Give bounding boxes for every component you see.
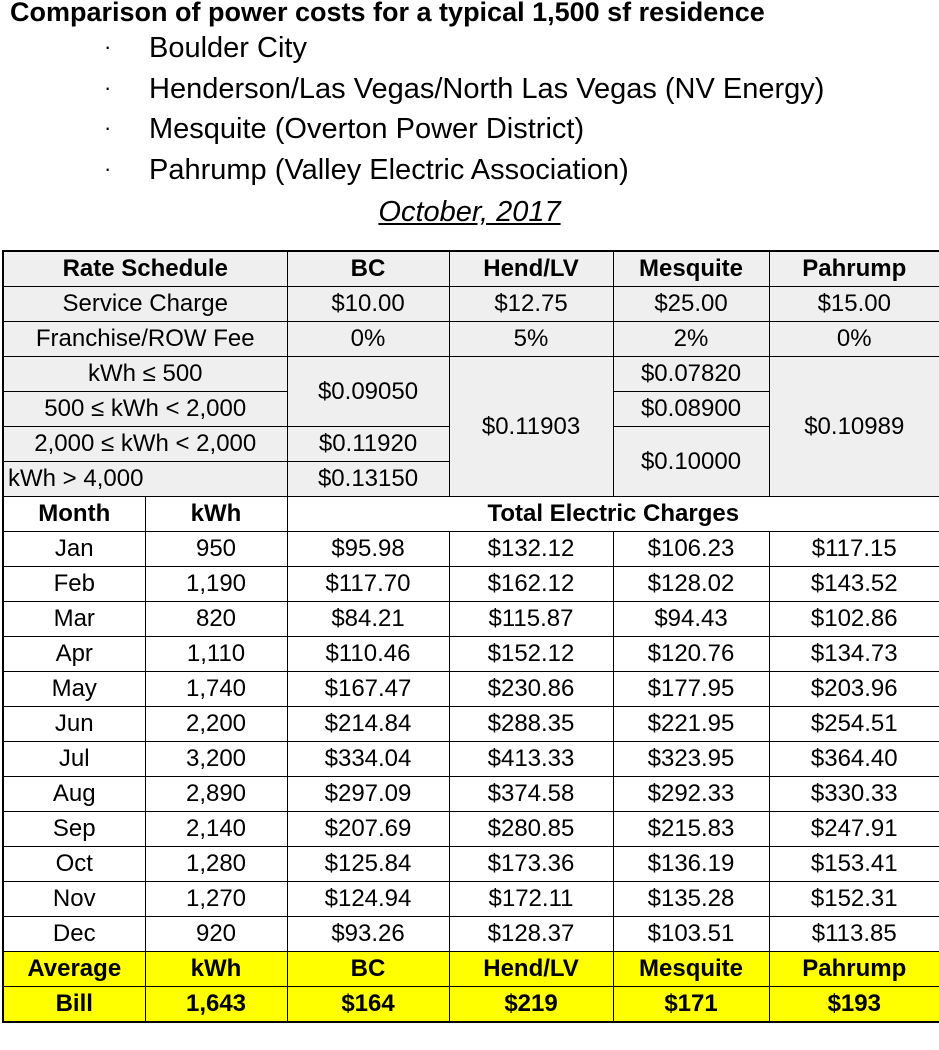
- pahrump-header: Pahrump: [769, 251, 939, 287]
- hend-flat-rate: $0.11903: [449, 357, 613, 497]
- table-row: [3, 637, 939, 672]
- month-cell: Oct: [3, 847, 145, 882]
- report-date: October, 2017: [378, 196, 561, 228]
- table-row: [3, 812, 939, 847]
- total-charges-header: Total Electric Charges: [287, 497, 939, 532]
- pahrump-cell: $113.85: [769, 917, 939, 952]
- power-cost-table: [2, 250, 939, 1023]
- mesquite-header: Mesquite: [613, 251, 769, 287]
- franchise-fee-bc: 0%: [287, 322, 449, 357]
- service-charge-row: [3, 287, 939, 322]
- franchise-fee-label: Franchise/ROW Fee: [3, 322, 287, 357]
- table-row: [3, 602, 939, 637]
- pahrump-cell: $143.52: [769, 567, 939, 602]
- pahrump-cell: $203.96: [769, 672, 939, 707]
- mesquite-tier-2-rate: $0.08900: [613, 392, 769, 427]
- mesquite-cell: $215.83: [613, 812, 769, 847]
- mesquite-cell: $136.19: [613, 847, 769, 882]
- average-hend-value: $219: [449, 987, 613, 1023]
- rate-header-row: [3, 251, 939, 287]
- bc-cell: $167.47: [287, 672, 449, 707]
- pahrump-cell: $330.33: [769, 777, 939, 812]
- bc-cell: $110.46: [287, 637, 449, 672]
- mesquite-cell: $177.95: [613, 672, 769, 707]
- bc-cell: $214.84: [287, 707, 449, 742]
- table-row: [3, 847, 939, 882]
- utility-name: Pahrump (Valley Electric Association): [149, 154, 629, 186]
- month-cell: May: [3, 672, 145, 707]
- table-row: [3, 567, 939, 602]
- service-charge-mesquite: $25.00: [613, 287, 769, 322]
- bill-label: Bill: [3, 987, 145, 1023]
- pahrump-cell: $364.40: [769, 742, 939, 777]
- pahrump-cell: $247.91: [769, 812, 939, 847]
- hend-cell: $132.12: [449, 532, 613, 567]
- hend-cell: $374.58: [449, 777, 613, 812]
- bc-cell: $334.04: [287, 742, 449, 777]
- kwh-cell: 2,140: [145, 812, 287, 847]
- month-cell: Feb: [3, 567, 145, 602]
- average-kwh-value: 1,643: [145, 987, 287, 1023]
- utility-name: Boulder City: [149, 32, 307, 64]
- bc-cell: $93.26: [287, 917, 449, 952]
- pahrump-cell: $152.31: [769, 882, 939, 917]
- tier-3-label: 2,000 ≤ kWh < 2,000: [3, 427, 287, 462]
- mesquite-cell: $323.95: [613, 742, 769, 777]
- kwh-cell: 950: [145, 532, 287, 567]
- list-item: [0, 113, 939, 153]
- month-cell: Jan: [3, 532, 145, 567]
- table-row: [3, 672, 939, 707]
- bc-cell: $95.98: [287, 532, 449, 567]
- franchise-fee-row: [3, 322, 939, 357]
- table-row: [3, 707, 939, 742]
- mesquite-cell: $135.28: [613, 882, 769, 917]
- franchise-fee-mesquite: 2%: [613, 322, 769, 357]
- kwh-cell: 920: [145, 917, 287, 952]
- average-mesquite-value: $171: [613, 987, 769, 1023]
- hend-cell: $128.37: [449, 917, 613, 952]
- bc-tier-3-rate: $0.11920: [287, 427, 449, 462]
- month-cell: Jun: [3, 707, 145, 742]
- rate-schedule-header: Rate Schedule: [3, 251, 287, 287]
- month-cell: Dec: [3, 917, 145, 952]
- hend-cell: $230.86: [449, 672, 613, 707]
- hend-cell: $280.85: [449, 812, 613, 847]
- average-pahrump-value: $193: [769, 987, 939, 1023]
- tier-4-label: kWh > 4,000: [3, 462, 287, 497]
- month-cell: Jul: [3, 742, 145, 777]
- hend-cell: $162.12: [449, 567, 613, 602]
- kwh-cell: 1,110: [145, 637, 287, 672]
- month-header: Month: [3, 497, 145, 532]
- kwh-cell: 3,200: [145, 742, 287, 777]
- kwh-cell: 1,270: [145, 882, 287, 917]
- kwh-cell: 1,190: [145, 567, 287, 602]
- bc-cell: $125.84: [287, 847, 449, 882]
- mesquite-cell: $128.02: [613, 567, 769, 602]
- bc-cell: $117.70: [287, 567, 449, 602]
- mesquite-cell: $94.43: [613, 602, 769, 637]
- bc-cell: $297.09: [287, 777, 449, 812]
- bc-cell: $124.94: [287, 882, 449, 917]
- service-charge-bc: $10.00: [287, 287, 449, 322]
- bc-tier-4-rate: $0.13150: [287, 462, 449, 497]
- table-row: [3, 777, 939, 812]
- utility-name: Mesquite (Overton Power District): [149, 113, 585, 145]
- average-mesquite-header: Mesquite: [613, 952, 769, 987]
- hend-cell: $172.11: [449, 882, 613, 917]
- bullet-marker: ·: [104, 115, 112, 140]
- mesquite-tier-3-4-rate: $0.10000: [613, 427, 769, 497]
- month-cell: Mar: [3, 602, 145, 637]
- mesquite-cell: $120.76: [613, 637, 769, 672]
- month-cell: Apr: [3, 637, 145, 672]
- average-hend-header: Hend/LV: [449, 952, 613, 987]
- franchise-fee-hend: 5%: [449, 322, 613, 357]
- average-header-row: [3, 952, 939, 987]
- pahrump-cell: $134.73: [769, 637, 939, 672]
- franchise-fee-pahrump: 0%: [769, 322, 939, 357]
- kwh-cell: 1,740: [145, 672, 287, 707]
- bullet-marker: ·: [104, 156, 112, 181]
- month-cell: Aug: [3, 777, 145, 812]
- pahrump-cell: $254.51: [769, 707, 939, 742]
- table-row: [3, 882, 939, 917]
- kwh-cell: 2,890: [145, 777, 287, 812]
- average-bc-header: BC: [287, 952, 449, 987]
- tier-2-label: 500 ≤ kWh < 2,000: [3, 392, 287, 427]
- average-bill-row: [3, 987, 939, 1023]
- bc-header: BC: [287, 251, 449, 287]
- service-charge-pahrump: $15.00: [769, 287, 939, 322]
- pahrump-cell: $117.15: [769, 532, 939, 567]
- kwh-cell: 820: [145, 602, 287, 637]
- average-kwh-header: kWh: [145, 952, 287, 987]
- table-row: [3, 917, 939, 952]
- month-cell: Nov: [3, 882, 145, 917]
- mesquite-tier-1-rate: $0.07820: [613, 357, 769, 392]
- bullet-marker: ·: [104, 34, 112, 59]
- mesquite-cell: $106.23: [613, 532, 769, 567]
- mesquite-cell: $221.95: [613, 707, 769, 742]
- table-row: [3, 532, 939, 567]
- bc-tier-1-2-rate: $0.09050: [287, 357, 449, 427]
- hend-cell: $173.36: [449, 847, 613, 882]
- service-charge-hend: $12.75: [449, 287, 613, 322]
- tier-row-1: [3, 357, 939, 392]
- kwh-header: kWh: [145, 497, 287, 532]
- hend-cell: $288.35: [449, 707, 613, 742]
- list-item: [0, 73, 939, 113]
- month-cell: Sep: [3, 812, 145, 847]
- monthly-header-row: [3, 497, 939, 532]
- pahrump-flat-rate: $0.10989: [769, 357, 939, 497]
- mesquite-cell: $292.33: [613, 777, 769, 812]
- average-bc-value: $164: [287, 987, 449, 1023]
- hend-header: Hend/LV: [449, 251, 613, 287]
- kwh-cell: 1,280: [145, 847, 287, 882]
- pahrump-cell: $153.41: [769, 847, 939, 882]
- kwh-cell: 2,200: [145, 707, 287, 742]
- bc-cell: $84.21: [287, 602, 449, 637]
- table-row: [3, 742, 939, 777]
- mesquite-cell: $103.51: [613, 917, 769, 952]
- average-pahrump-header: Pahrump: [769, 952, 939, 987]
- bullet-marker: ·: [104, 75, 112, 100]
- hend-cell: $115.87: [449, 602, 613, 637]
- hend-cell: $413.33: [449, 742, 613, 777]
- average-label: Average: [3, 952, 145, 987]
- list-item: [0, 154, 939, 194]
- tier-1-label: kWh ≤ 500: [3, 357, 287, 392]
- hend-cell: $152.12: [449, 637, 613, 672]
- page-title: Comparison of power costs for a typical 1,500 sf residence: [10, 0, 765, 27]
- list-item: [0, 32, 939, 72]
- service-charge-label: Service Charge: [3, 287, 287, 322]
- bc-cell: $207.69: [287, 812, 449, 847]
- pahrump-cell: $102.86: [769, 602, 939, 637]
- utility-name: Henderson/Las Vegas/North Las Vegas (NV Energy): [149, 73, 825, 105]
